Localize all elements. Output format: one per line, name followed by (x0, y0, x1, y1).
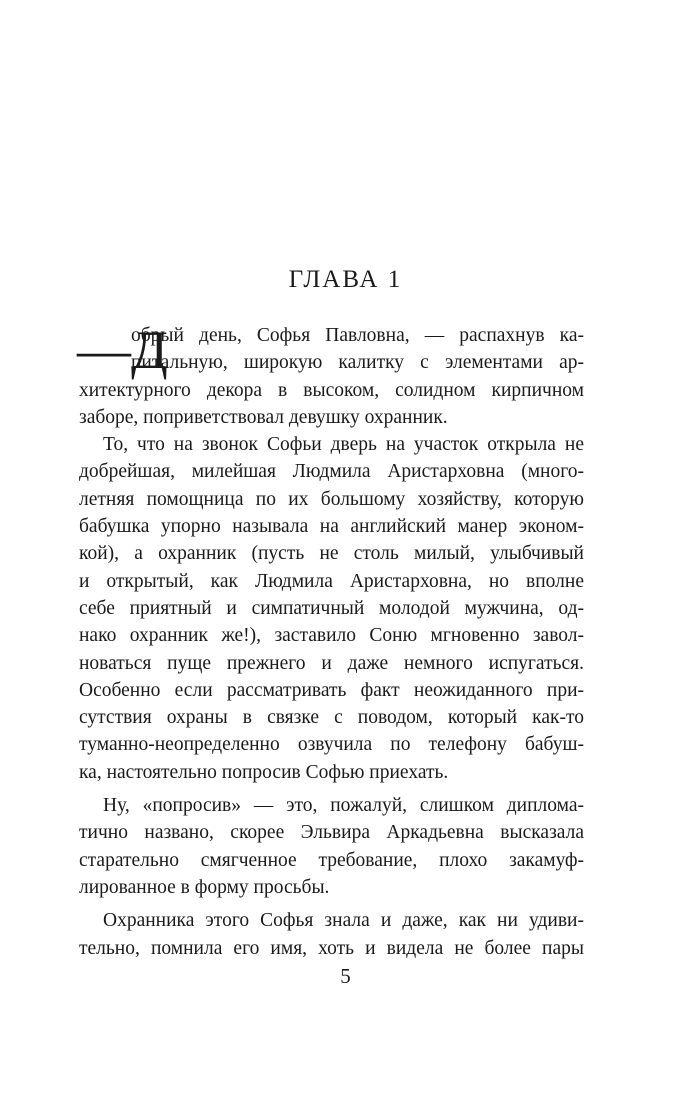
text-line: тельно, помнила его имя, хоть и видела не более пары (79, 937, 584, 959)
paragraph-4 (79, 907, 584, 962)
text-line: добрейшая, милейшая Людмила Аристарховна (много- (79, 461, 584, 483)
text-line: туманно-неопределенно озвучила по телефону бабуш- (79, 734, 584, 756)
text-line: Охранника этого Софья знала и даже, как ни удиви- (103, 910, 584, 932)
text-line: новаться пуще прежнего и даже немного испугаться. (79, 652, 584, 674)
text-line: хитектурного декора в высоком, солидном кирпичном (79, 379, 584, 401)
text-line: обрый день, Софья Павловна, — распахнув ка- (131, 325, 584, 346)
text-line: Особенно если рассматривать факт неожиданного при- (79, 679, 584, 701)
text-line: Ну, «попросив» — это, пожалуй, слишком диплома- (103, 795, 584, 817)
text-line: То, что на звонок Софьи дверь на участок открыла не (103, 434, 584, 456)
text-line: нако охранник же!), заставило Соню мгновенно завол- (79, 625, 584, 647)
page-number: 5 (340, 964, 351, 988)
text-line: сутствия охраны в связке с поводом, который как-то (79, 707, 584, 729)
chapter-title: ГЛАВА 1 (288, 266, 403, 293)
text-line: летняя помощница по их большому хозяйству, которую (79, 488, 584, 510)
text-line: бабушка упорно называла на английский манер эконом- (79, 516, 584, 538)
text-line: кой), а охранник (пусть не столь милый, улыбчивый (79, 543, 584, 565)
text-line: старательно смягченное требование, плохо закамуф- (79, 849, 584, 871)
text-line: тично названо, скорее Эльвира Аркадьевна высказала (79, 822, 584, 844)
text-line: и открытый, как Людмила Аристарховна, но вполне (79, 570, 584, 592)
text-line: себе приятный и симпатичный молодой мужчина, од- (79, 597, 584, 619)
text-body (79, 322, 584, 962)
drop-cap: —Д (77, 320, 168, 380)
paragraph-1 (79, 322, 584, 431)
text-line: заборе, поприветствовал девушку охранник. (79, 406, 448, 428)
text-line: питальную, широкую калитку с элементами ар- (131, 352, 584, 374)
paragraph-3 (79, 792, 584, 901)
paragraph-2 (79, 431, 584, 786)
text-line: ка, настоятельно попросив Софью приехать. (79, 761, 449, 783)
text-line: лированное в форму просьбы. (79, 876, 330, 898)
